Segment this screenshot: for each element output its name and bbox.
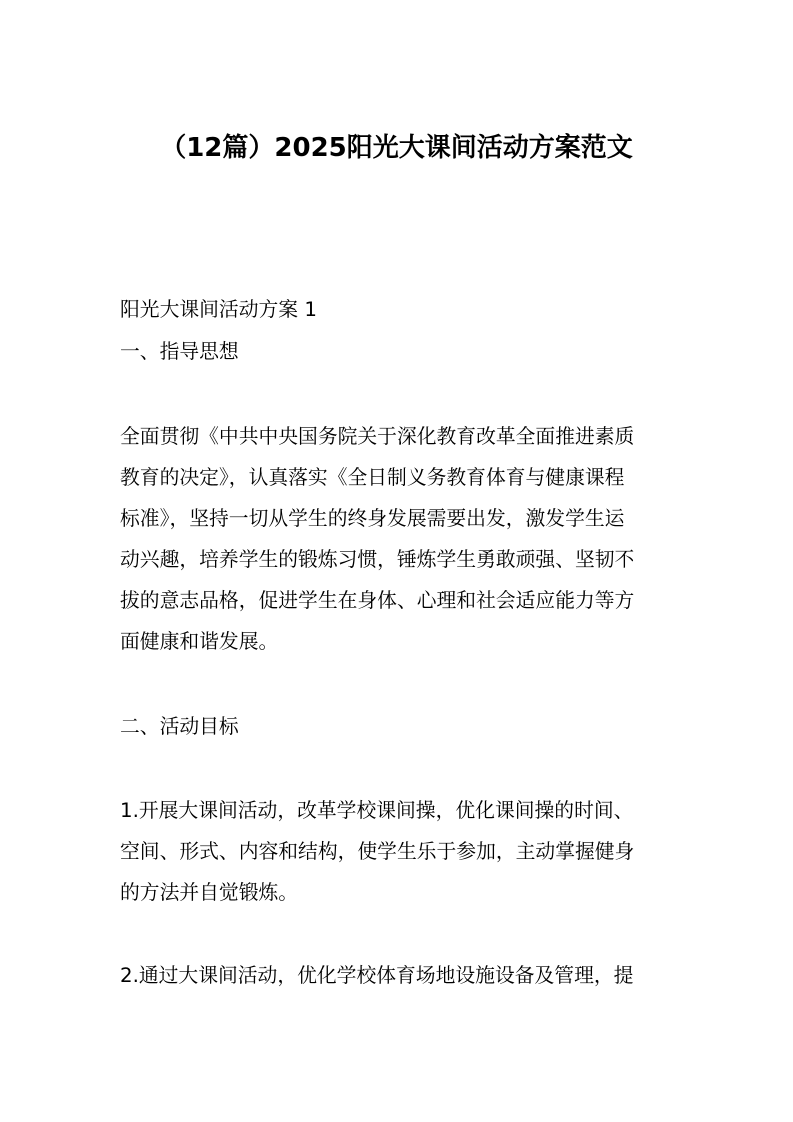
heading-guiding-ideology: 一、指导思想 xyxy=(120,340,239,363)
paragraph-line: 1.开展大课间活动，改革学校课间操，优化课间操的时间、 xyxy=(120,799,634,822)
paragraph-line: 面健康和谐发展。 xyxy=(120,630,279,653)
paragraph-line: 的方法并自觉锻炼。 xyxy=(120,881,299,904)
paragraph-line: 拔的意志品格，促进学生在身体、心理和社会适应能力等方 xyxy=(120,589,635,612)
paragraph-line: 教育的决定》，认真落实《全日制义务教育体育与健康课程 xyxy=(120,466,625,489)
document-title: （12篇）2025阳光大课间活动方案范文 xyxy=(160,133,633,163)
paragraph-line: 标准》，坚持一切从学生的终身发展需要出发，激发学生运 xyxy=(120,507,625,530)
section-title: 阳光大课间活动方案 1 xyxy=(120,298,317,321)
paragraph-line: 全面贯彻《中共中央国务院关于深化教育改革全面推进素质 xyxy=(120,425,635,448)
paragraph-line: 2.通过大课间活动，优化学校体育场地设施设备及管理，提 xyxy=(120,964,634,987)
heading-activity-goals: 二、活动目标 xyxy=(120,715,239,738)
paragraph-line: 动兴趣，培养学生的锻炼习惯，锤炼学生勇敢顽强、坚韧不 xyxy=(120,548,635,571)
paragraph-line: 空间、形式、内容和结构，使学生乐于参加，主动掌握健身 xyxy=(120,840,635,863)
